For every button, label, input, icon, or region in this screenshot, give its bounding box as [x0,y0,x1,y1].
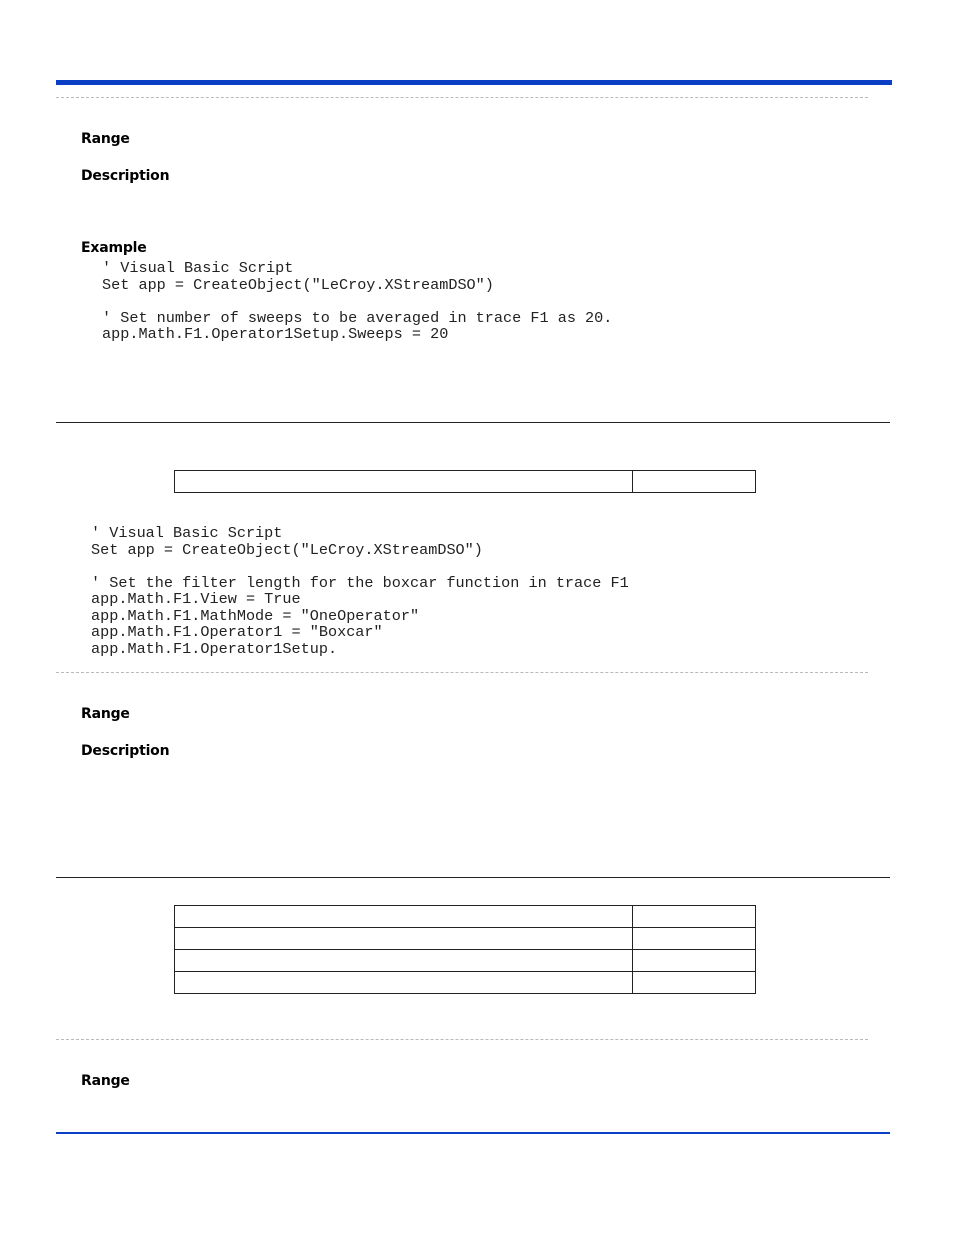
parameter-table [174,905,756,994]
table-cell [175,471,633,493]
table-row [175,972,756,994]
table-cell [175,906,633,928]
dashed-separator [56,672,868,673]
code-line: ' Visual Basic Script [91,524,283,542]
code-line: ' Set number of sweeps to be averaged in trace F1 as 20. [102,308,613,327]
code-line [102,293,612,310]
range-heading: Range [81,706,130,722]
range-heading: Range [81,131,130,147]
table-cell [633,471,756,493]
code-line [91,558,629,575]
table-row [175,906,756,928]
table-cell [175,928,633,950]
parameter-table [174,470,756,493]
dashed-separator [56,97,868,98]
table-cell [633,950,756,972]
table-cell [175,950,633,972]
code-line: app.Math.F1.Operator1Setup.Sweeps = 20 [102,325,449,343]
footer-accent-bar [56,1132,890,1134]
header-accent-bar [56,80,892,85]
example-heading: Example [81,240,147,256]
code-line: app.Math.F1.Operator1Setup. [91,639,338,658]
table-cell [633,906,756,928]
code-line: Set app = CreateObject("LeCroy.XStreamDSO") [102,275,494,294]
code-block-boxcar [91,525,629,657]
table-row [175,950,756,972]
table-row [175,471,756,493]
table-row [175,928,756,950]
section-rule [56,877,890,878]
table-cell [633,972,756,994]
code-line: ' Visual Basic Script [102,259,294,277]
code-line: app.Math.F1.MathMode = "OneOperator" [91,606,420,625]
code-line: Set app = CreateObject("LeCroy.XStreamDSO") [91,540,483,559]
code-line: app.Math.F1.View = True [91,590,301,608]
dashed-separator [56,1039,868,1040]
code-block-sweeps [102,260,612,343]
description-heading: Description [81,168,170,184]
table-cell [175,972,633,994]
code-line: app.Math.F1.Operator1 = "Boxcar" [91,623,383,641]
section-rule [56,422,890,423]
description-heading: Description [81,743,170,759]
table-cell [633,928,756,950]
range-heading: Range [81,1073,130,1089]
code-line: ' Set the filter length for the boxcar function in trace F1 [91,573,629,592]
